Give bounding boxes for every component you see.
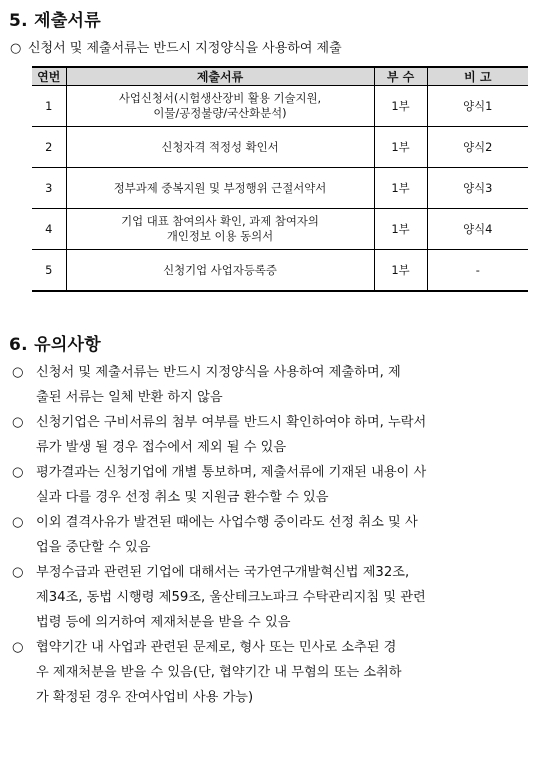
row-document bbox=[66, 209, 374, 250]
section-5-intro bbox=[10, 41, 530, 57]
note-line: 부정수급과 관련된 기업에 대해서는 국가연구개발혁신법 제32조, bbox=[36, 565, 410, 580]
row-copies: 1부 bbox=[374, 250, 427, 292]
row-no: 2 bbox=[32, 127, 66, 168]
row-document bbox=[66, 86, 374, 127]
row-copies: 1부 bbox=[374, 86, 427, 127]
document-line: 사업신청서(시험생산장비 활용 기술지원, bbox=[118, 91, 322, 105]
row-copies: 1부 bbox=[374, 209, 427, 250]
note-line: 출된 서류는 일체 반환 하지 않음 bbox=[36, 390, 223, 405]
section-5-intro-text: 신청서 및 제출서류는 반드시 지정양식을 사용하여 제출 bbox=[28, 41, 342, 56]
table-row bbox=[32, 127, 528, 168]
list-item bbox=[10, 560, 540, 635]
bullet-circle-icon: ○ bbox=[12, 365, 24, 380]
table-row bbox=[32, 209, 528, 250]
header-document: 제출서류 bbox=[66, 67, 374, 86]
table-row bbox=[32, 250, 528, 292]
bullet-circle-icon: ○ bbox=[12, 565, 24, 580]
note-line: 우 제재처분을 받을 수 있음(단, 협약기간 내 무혐의 또는 소취하 bbox=[36, 665, 402, 680]
header-no: 연번 bbox=[32, 67, 66, 86]
list-item bbox=[10, 635, 540, 710]
table-header-row bbox=[32, 67, 528, 86]
note-line: 업을 중단할 수 있음 bbox=[36, 540, 151, 555]
bullet-circle-icon: ○ bbox=[12, 640, 24, 655]
row-document bbox=[66, 250, 374, 292]
document-line: 이물/공정불량/국산화분석) bbox=[153, 106, 287, 120]
list-item bbox=[10, 510, 540, 560]
note-line: 평가결과는 신청기업에 개별 통보하며, 제출서류에 기재된 내용이 사 bbox=[36, 465, 427, 480]
section-6-title: 6. 유의사항 bbox=[9, 335, 101, 355]
row-note: 양식3 bbox=[427, 168, 528, 209]
list-item bbox=[10, 360, 540, 410]
row-no: 4 bbox=[32, 209, 66, 250]
note-line: 협약기간 내 사업과 관련된 문제로, 형사 또는 민사로 소추된 경 bbox=[36, 640, 397, 655]
note-line: 실과 다를 경우 선정 취소 및 지원금 환수할 수 있음 bbox=[36, 490, 329, 505]
row-note: 양식2 bbox=[427, 127, 528, 168]
row-note: 양식4 bbox=[427, 209, 528, 250]
note-line: 이외 결격사유가 발견된 때에는 사업수행 중이라도 선정 취소 및 사 bbox=[36, 515, 418, 530]
row-no: 5 bbox=[32, 250, 66, 292]
document-line: 개인정보 이용 동의서 bbox=[166, 229, 274, 243]
row-note: - bbox=[427, 250, 528, 292]
bullet-circle-icon: ○ bbox=[12, 465, 24, 480]
row-copies: 1부 bbox=[374, 127, 427, 168]
note-line: 신청서 및 제출서류는 반드시 지정양식을 사용하여 제출하며, 제 bbox=[36, 365, 401, 380]
header-note: 비 고 bbox=[427, 67, 528, 86]
document-line: 신청자격 적정성 확인서 bbox=[161, 139, 279, 154]
row-no: 3 bbox=[32, 168, 66, 209]
submission-documents-table bbox=[32, 66, 528, 292]
bullet-circle-icon: ○ bbox=[12, 515, 24, 530]
note-line: 가 확정된 경우 잔여사업비 사용 가능) bbox=[36, 690, 254, 705]
row-copies: 1부 bbox=[374, 168, 427, 209]
bullet-circle-icon: ○ bbox=[12, 415, 24, 430]
table-row bbox=[32, 86, 528, 127]
notes-list bbox=[10, 360, 540, 710]
document-line: 신청기업 사업자등록증 bbox=[163, 262, 277, 277]
row-note: 양식1 bbox=[427, 86, 528, 127]
row-document bbox=[66, 127, 374, 168]
row-no: 1 bbox=[32, 86, 66, 127]
header-copies: 부 수 bbox=[374, 67, 427, 86]
row-document bbox=[66, 168, 374, 209]
bullet-circle-icon: ○ bbox=[10, 41, 22, 56]
note-line: 신청기업은 구비서류의 첨부 여부를 반드시 확인하여야 하며, 누락서 bbox=[36, 415, 427, 430]
section-5-title: 5. 제출서류 bbox=[9, 11, 101, 31]
list-item bbox=[10, 410, 540, 460]
note-line: 제34조, 동법 시행령 제59조, 울산테크노파크 수탁관리지침 및 관련 bbox=[36, 590, 426, 605]
document-line: 기업 대표 참여의사 확인, 과제 참여자의 bbox=[121, 214, 319, 228]
document-line: 정부과제 중복지원 및 부정행위 근절서약서 bbox=[113, 180, 327, 195]
list-item bbox=[10, 460, 540, 510]
table-row bbox=[32, 168, 528, 209]
note-line: 법령 등에 의거하여 제재처분을 받을 수 있음 bbox=[36, 615, 291, 630]
note-line: 류가 발생 될 경우 접수에서 제외 될 수 있음 bbox=[36, 440, 287, 455]
